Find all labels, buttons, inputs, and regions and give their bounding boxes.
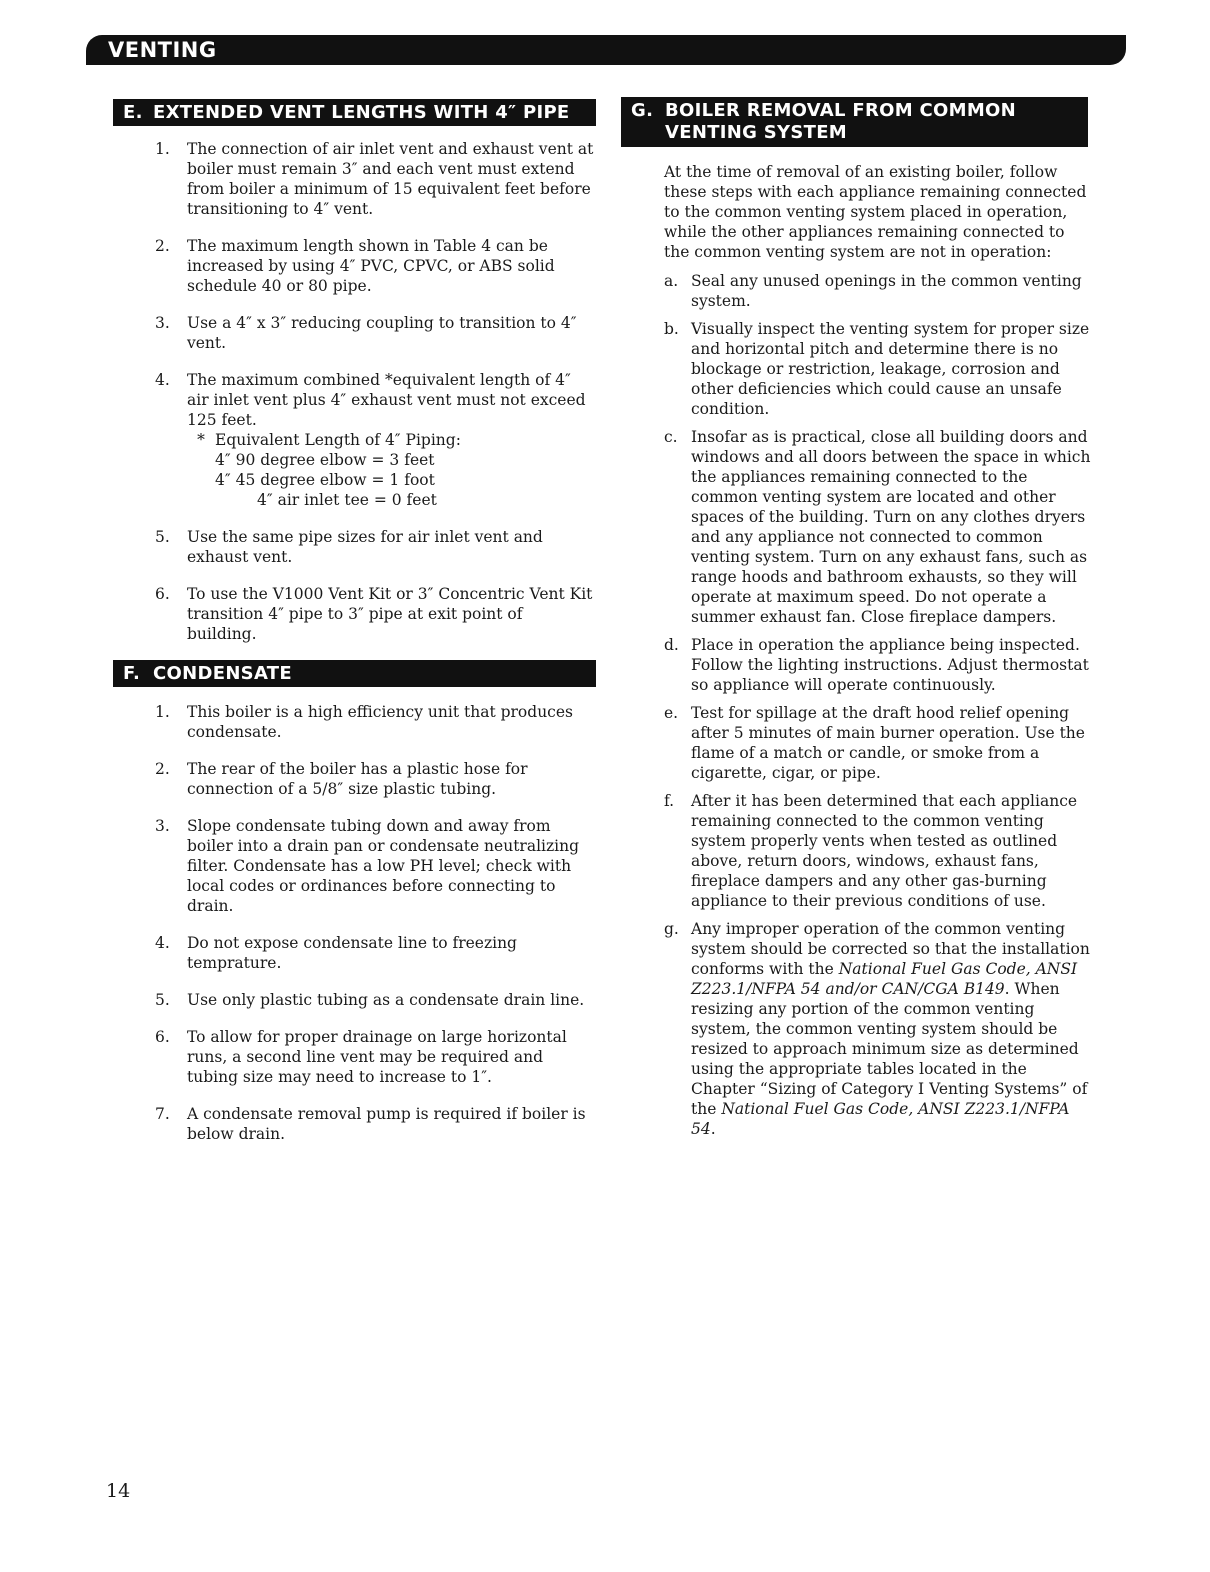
item-text: Slope condensate tubing down and away from boiler into a drain pan or condensate neutralizing filter. Condensate has a low PH level; check with local codes or ordinances before connecting to drain.	[187, 817, 580, 915]
item-number: 1.	[155, 703, 170, 721]
equivalent-90-elbow: 4″ 90 degree elbow = 3 feet	[215, 451, 435, 469]
list-item	[155, 370, 595, 510]
item-number: 5.	[155, 528, 170, 546]
item-text: The rear of the boiler has a plastic hose for connection of a 5/8″ size plastic tubing.	[187, 760, 528, 798]
list-item	[155, 816, 595, 916]
equivalent-length-table	[187, 430, 595, 510]
equivalent-length-heading-row	[187, 430, 595, 450]
page-number: 14	[106, 1480, 131, 1502]
code-reference: National Fuel Gas Code, ANSI Z223.1/NFPA 54 and/or CAN/CGA B149	[691, 960, 1078, 998]
item-letter: d.	[664, 636, 679, 654]
list-item	[155, 527, 595, 567]
list-item	[664, 791, 1094, 911]
banner-title: VENTING	[108, 38, 217, 62]
item-number: 3.	[155, 314, 170, 332]
list-item	[155, 759, 595, 799]
list-item	[664, 427, 1094, 627]
item-text: Do not expose condensate line to freezing temprature.	[187, 934, 517, 972]
item-number: 4.	[155, 934, 170, 952]
item-text: Insofar as is practical, close all building doors and windows and all doors between the space in which the appliances remaining connected to the common venting system are located and other spaces of the building. Turn on any clothes dryers and any appliance not connected to common venting system. Turn on any exhaust fans, such as range hoods and bathroom exhausts, so they will operate at maximum speed. Do not operate a summer exhaust fan. Close fireplace dampers.	[691, 428, 1091, 626]
section-g-list	[664, 271, 1094, 1139]
section-g-header	[621, 97, 1088, 147]
section-f-title: CONDENSATE	[153, 663, 292, 684]
equivalent-inlet-tee: 4″ air inlet tee = 0 feet	[257, 491, 437, 509]
code-reference: National Fuel Gas Code, ANSI Z223.1/NFPA 54	[691, 1100, 1070, 1138]
item-text: The maximum combined *equivalent length of 4″ air inlet vent plus 4″ exhaust vent must not exceed 125 feet.	[187, 371, 586, 429]
list-item	[664, 703, 1094, 783]
item-number: 5.	[155, 991, 170, 1009]
item-text: The connection of air inlet vent and exhaust vent at boiler must remain 3″ and each vent must extend from boiler a minimum of 15 equivalent feet before transitioning to 4″ vent.	[187, 140, 594, 218]
list-item	[155, 990, 595, 1010]
list-item	[155, 1027, 595, 1087]
item-letter: f.	[664, 792, 675, 810]
item-text: Seal any unused openings in the common venting system.	[691, 272, 1082, 310]
item-text: Use the same pipe sizes for air inlet vent and exhaust vent.	[187, 528, 543, 566]
equivalent-length-heading: Equivalent Length of 4″ Piping:	[215, 431, 461, 449]
item-letter: e.	[664, 704, 679, 722]
item-letter: c.	[664, 428, 678, 446]
item-text: The maximum length shown in Table 4 can be increased by using 4″ PVC, CPVC, or ABS solid schedule 40 or 80 pipe.	[187, 237, 555, 295]
section-e-list	[155, 139, 595, 644]
section-g-intro: At the time of removal of an existing boiler, follow these steps with each appliance remaining connected to the common venting system placed in operation, while the other appliances remaining connected to the common venting system are not in operation:	[664, 163, 1087, 261]
item-text: This boiler is a high efficiency unit that produces condensate.	[187, 703, 573, 741]
section-e-body	[155, 139, 595, 661]
section-f-letter: F.	[123, 663, 141, 684]
list-item	[664, 319, 1094, 419]
item-text: Place in operation the appliance being inspected. Follow the lighting instructions. Adjust thermostat so appliance will operate continuously.	[691, 636, 1089, 694]
list-item	[155, 702, 595, 742]
list-item	[155, 584, 595, 644]
item-text-part: Any improper operation of the common venting system should be corrected so that the installation conforms with the	[691, 920, 1090, 978]
section-g-title: BOILER REMOVAL FROM COMMON VENTING SYSTEM	[665, 100, 1017, 143]
item-letter: a.	[664, 272, 679, 290]
item-text: To use the V1000 Vent Kit or 3″ Concentric Vent Kit transition 4″ pipe to 3″ pipe at exit point of building.	[187, 585, 593, 643]
item-number: 1.	[155, 140, 170, 158]
section-g-letter: G.	[631, 100, 654, 121]
section-g-body	[664, 162, 1094, 1147]
section-e-letter: E.	[123, 102, 143, 123]
section-f-list	[155, 702, 595, 1144]
item-letter: g.	[664, 920, 679, 938]
item-text: Test for spillage at the draft hood relief opening after 5 minutes of main burner operation. Use the flame of a match or candle, or smoke from a cigarette, cigar, or pipe.	[691, 704, 1085, 782]
item-letter: b.	[664, 320, 679, 338]
section-e-title: EXTENDED VENT LENGTHS WITH 4″ PIPE	[153, 102, 570, 123]
item-text-part: . When resizing any portion of the common venting system, the common venting system should be resized to approach minimum size as determined using the appropriate tables located in the Chapter “Sizing of Category I Venting Systems” of the	[691, 980, 1088, 1118]
item-text: Visually inspect the venting system for proper size and horizontal pitch and determine there is no blockage or restriction, leakage, corrosion and other deficiencies which could cause an unsafe condition.	[691, 320, 1090, 418]
item-number: 4.	[155, 371, 170, 389]
item-text: Use only plastic tubing as a condensate drain line.	[187, 991, 585, 1009]
item-number: 3.	[155, 817, 170, 835]
section-banner	[86, 35, 1126, 65]
section-f-header	[113, 660, 596, 687]
list-item	[155, 236, 595, 296]
list-item	[155, 1104, 595, 1144]
section-f-body	[155, 702, 595, 1161]
section-e-header	[113, 99, 596, 126]
item-text: Use a 4″ x 3″ reducing coupling to transition to 4″ vent.	[187, 314, 577, 352]
list-item	[664, 271, 1094, 311]
list-item	[155, 139, 595, 219]
list-item	[155, 313, 595, 353]
item-text: To allow for proper drainage on large horizontal runs, a second line vent may be required and tubing size may need to increase to 1″.	[187, 1028, 567, 1086]
item-number: 2.	[155, 237, 170, 255]
list-item	[155, 933, 595, 973]
equivalent-45-elbow: 4″ 45 degree elbow = 1 foot	[215, 471, 435, 489]
item-number: 7.	[155, 1105, 170, 1123]
item-number: 2.	[155, 760, 170, 778]
list-item	[664, 635, 1094, 695]
item-text: After it has been determined that each appliance remaining connected to the common venting system properly vents when tested as outlined above, return doors, windows, exhaust fans, fireplace dampers and any other gas-burning appliance to their previous conditions of use.	[691, 792, 1078, 910]
item-number: 6.	[155, 1028, 170, 1046]
item-number: 6.	[155, 585, 170, 603]
item-text-part: .	[710, 1120, 716, 1138]
asterisk: *	[197, 431, 205, 449]
item-text: A condensate removal pump is required if boiler is below drain.	[187, 1105, 586, 1143]
list-item	[664, 919, 1094, 1139]
